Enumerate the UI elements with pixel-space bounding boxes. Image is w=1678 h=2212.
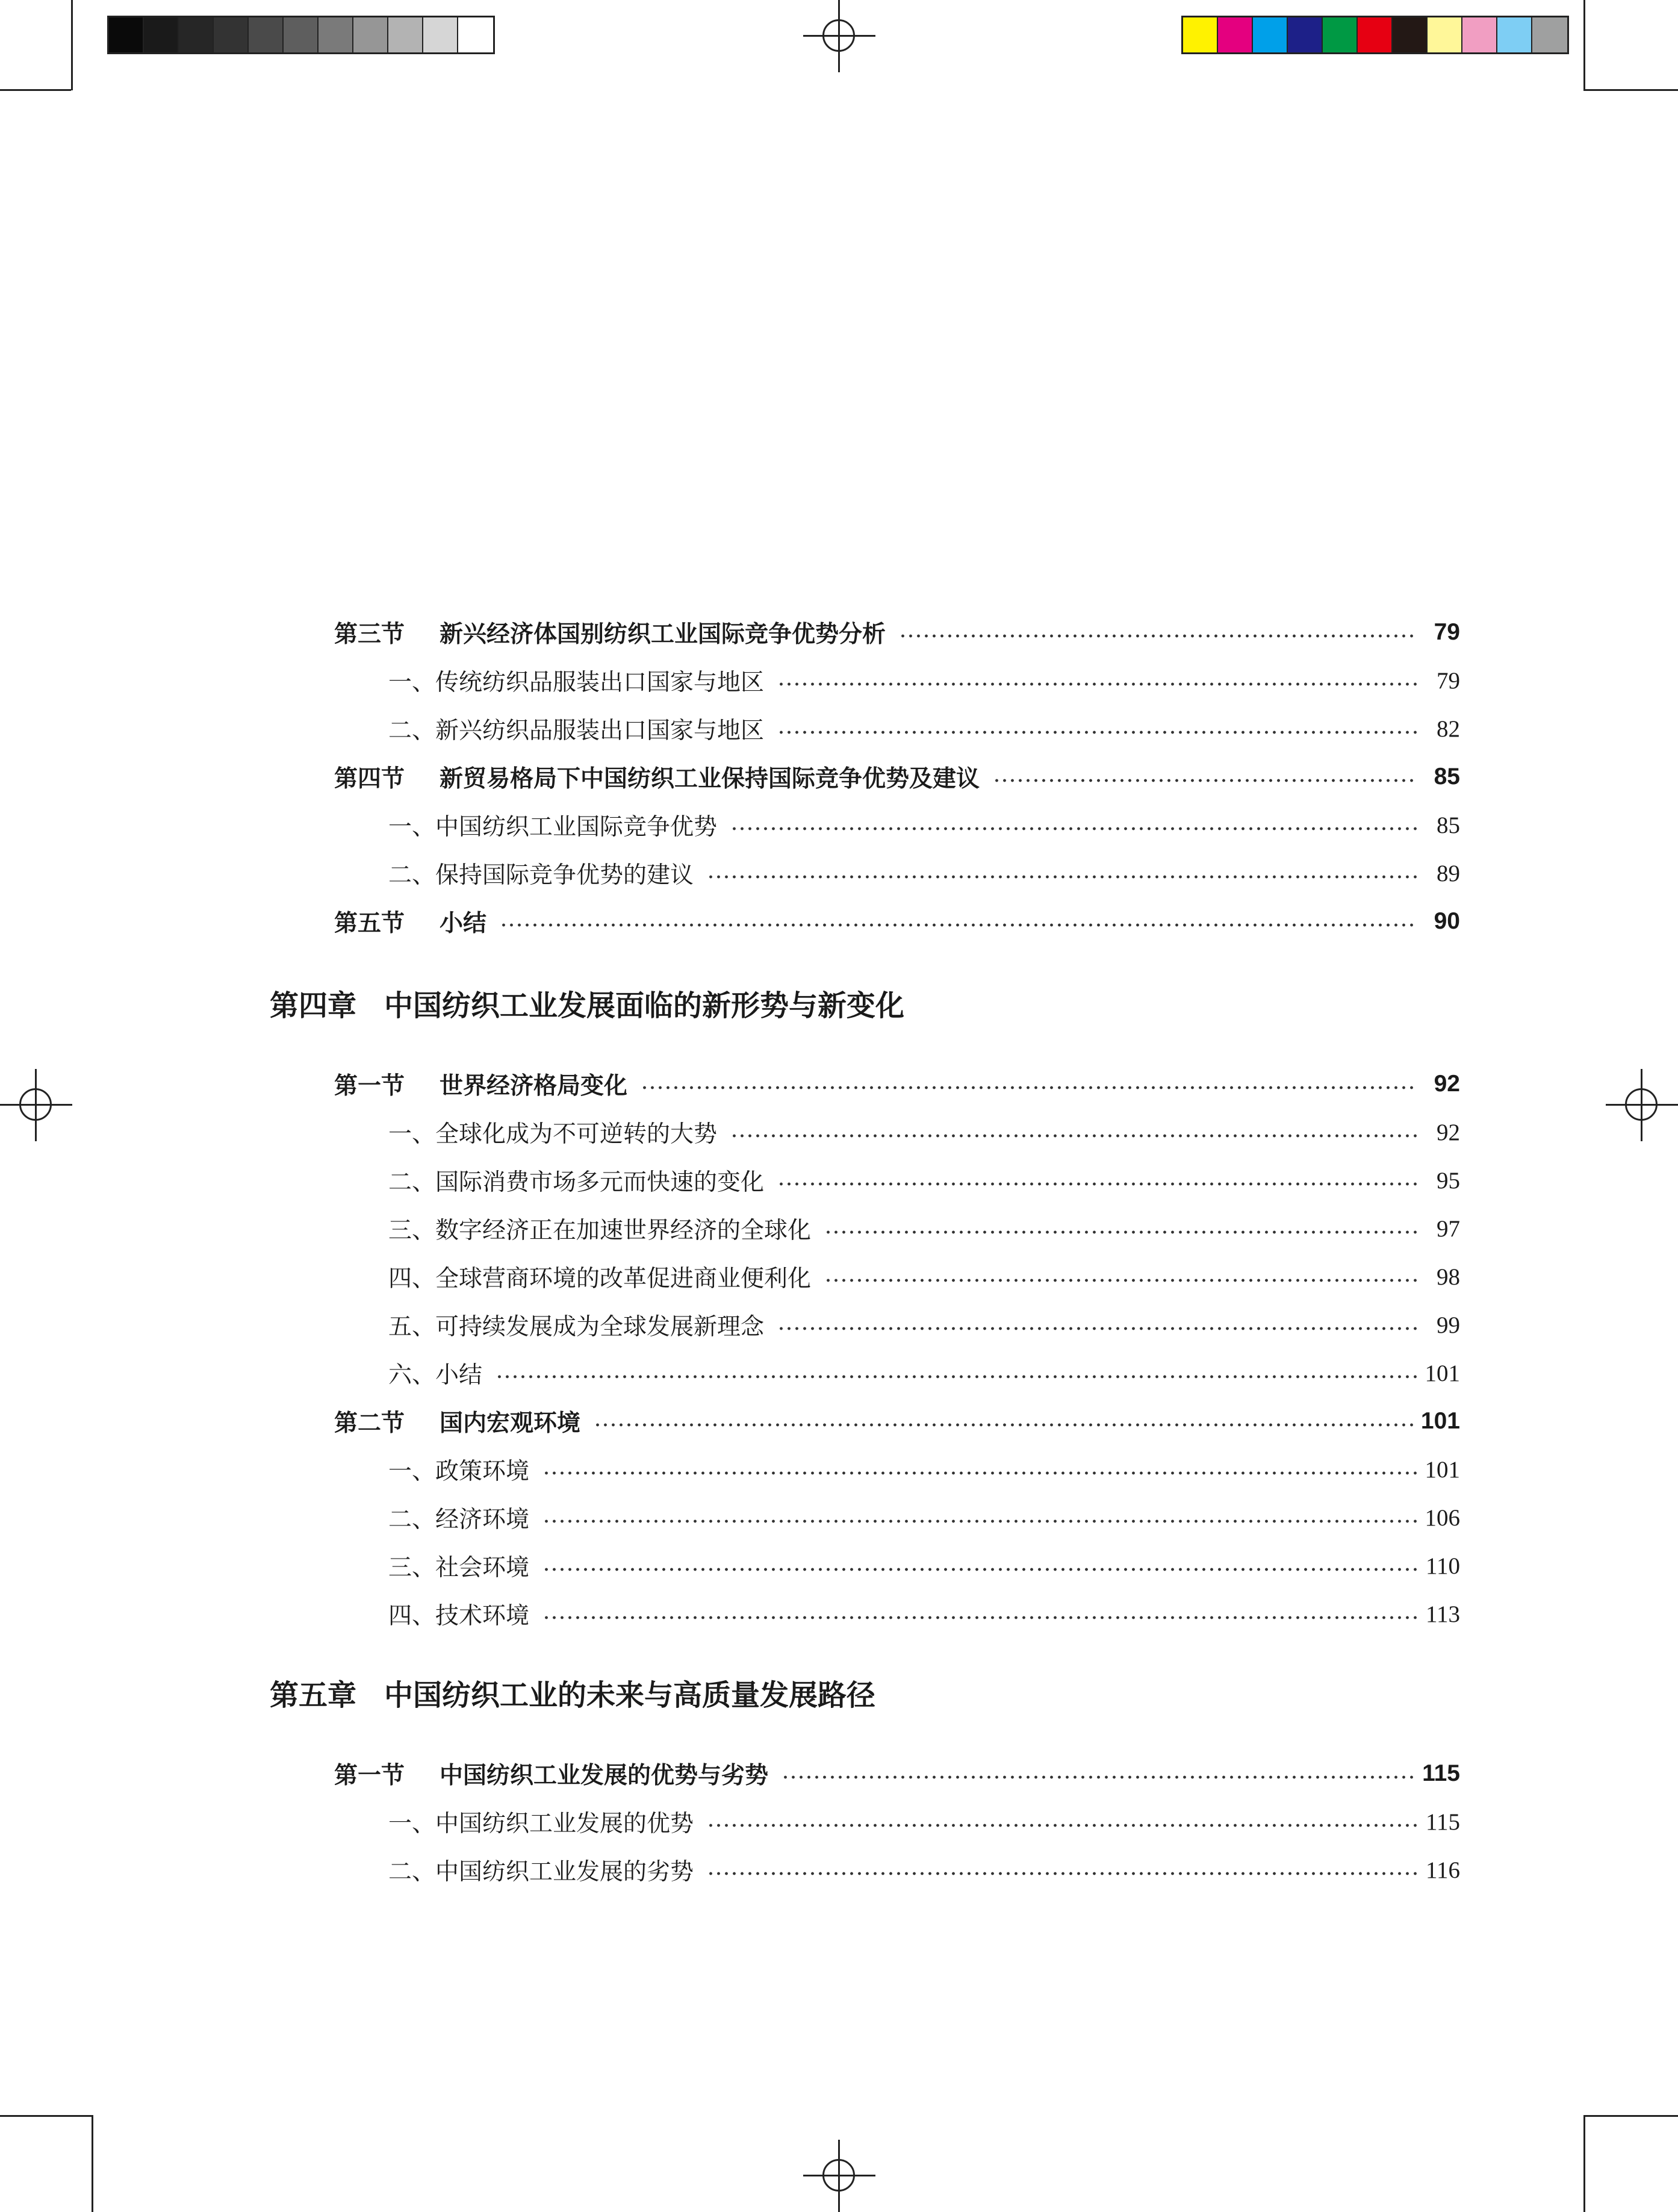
- toc-item: [388, 705, 1460, 753]
- toc-section-title: 新贸易格局下中国纺织工业保持国际竞争优势及建议: [440, 765, 980, 793]
- toc-section: [334, 1749, 1460, 1798]
- dot-leader: [542, 1616, 1417, 1619]
- toc-section-number: 第二节: [334, 1410, 405, 1437]
- toc-item: [388, 1156, 1460, 1204]
- toc-item-title: 二、保持国际竞争优势的建议: [388, 862, 694, 889]
- toc-chapter: [270, 1668, 1460, 1716]
- toc-page-number: 89: [1437, 860, 1460, 886]
- toc-section-title: 小结: [440, 910, 487, 937]
- toc-item-title: 三、社会环境: [388, 1554, 530, 1581]
- toc-page-number: 101: [1425, 1360, 1460, 1386]
- dot-leader: [641, 1086, 1417, 1089]
- toc-page-number: 110: [1425, 1553, 1460, 1579]
- dot-leader: [730, 827, 1417, 830]
- toc-item: [388, 1846, 1460, 1894]
- toc-page-number: 85: [1434, 764, 1460, 790]
- dot-leader: [707, 1824, 1417, 1827]
- toc-page-number: 92: [1437, 1119, 1460, 1145]
- toc-item-title: 四、技术环境: [388, 1603, 530, 1630]
- toc-section: [334, 1397, 1460, 1445]
- toc-page-number: 115: [1422, 1760, 1460, 1786]
- toc-item-title: 二、中国纺织工业发展的劣势: [388, 1858, 694, 1886]
- toc-page-number: 115: [1425, 1809, 1460, 1835]
- toc-item: [388, 801, 1460, 849]
- dot-leader: [542, 1519, 1417, 1523]
- toc-section: [334, 608, 1460, 656]
- toc-section-title: 世界经济格局变化: [440, 1073, 628, 1100]
- toc-item-title: 二、新兴纺织品服装出口国家与地区: [388, 717, 765, 744]
- dot-leader: [707, 1872, 1417, 1875]
- toc-chapter-number: 第五章: [270, 1678, 357, 1712]
- toc-page-number: 101: [1420, 1408, 1460, 1434]
- toc-item-title: 一、政策环境: [388, 1458, 530, 1485]
- toc-item: [388, 1494, 1460, 1542]
- dot-leader: [777, 682, 1417, 686]
- toc-chapter-title: 中国纺织工业的未来与高质量发展路径: [384, 1678, 876, 1712]
- toc-page-number: 92: [1434, 1071, 1460, 1097]
- toc-item: [388, 1542, 1460, 1590]
- toc-item-title: 四、全球营商环境的改革促进商业便利化: [388, 1265, 812, 1292]
- toc-chapter-number: 第四章: [270, 988, 357, 1023]
- toc-page-number: 98: [1437, 1263, 1460, 1290]
- toc-section-number: 第一节: [334, 1073, 405, 1100]
- dot-leader: [500, 923, 1417, 927]
- toc-page-number: 113: [1425, 1601, 1460, 1627]
- toc-page-number: 101: [1425, 1456, 1460, 1483]
- toc-page-number: 79: [1437, 667, 1460, 694]
- dot-leader: [594, 1423, 1414, 1427]
- toc-chapter: [270, 979, 1460, 1027]
- dot-leader: [824, 1230, 1417, 1234]
- dot-leader: [777, 1327, 1417, 1330]
- toc-item-title: 五、可持续发展成为全球发展新理念: [388, 1313, 765, 1341]
- toc-section-number: 第五节: [334, 910, 405, 937]
- toc-item-title: 六、小结: [388, 1362, 483, 1389]
- toc-page-number: 95: [1437, 1167, 1460, 1194]
- toc-item-title: 一、中国纺织工业国际竞争优势: [388, 814, 718, 841]
- toc-item: [388, 1204, 1460, 1253]
- toc-page-number: 97: [1437, 1215, 1460, 1242]
- toc-item: [388, 1590, 1460, 1638]
- toc-item-title: 二、国际消费市场多元而快速的变化: [388, 1169, 765, 1196]
- dot-leader: [782, 1775, 1415, 1779]
- toc-item-title: 一、全球化成为不可逆转的大势: [388, 1121, 718, 1148]
- toc-item: [388, 656, 1460, 705]
- toc-item: [388, 1445, 1460, 1494]
- dot-leader: [542, 1471, 1417, 1475]
- toc-section-number: 第四节: [334, 765, 405, 793]
- dot-leader: [542, 1568, 1417, 1571]
- toc-item: [388, 1253, 1460, 1301]
- toc-page-number: 90: [1434, 908, 1460, 934]
- toc-item-title: 一、中国纺织工业发展的优势: [388, 1810, 694, 1837]
- dot-leader: [496, 1375, 1417, 1379]
- toc-section-title: 国内宏观环境: [440, 1410, 581, 1437]
- toc-page-number: 79: [1434, 619, 1460, 645]
- toc-section: [334, 897, 1460, 946]
- toc-chapter-title: 中国纺织工业发展面临的新形势与新变化: [384, 988, 905, 1023]
- toc-page-number: 85: [1437, 812, 1460, 838]
- toc-page-number: 106: [1425, 1504, 1460, 1531]
- dot-leader: [824, 1279, 1417, 1282]
- toc-section-number: 第三节: [334, 621, 405, 648]
- toc-item-title: 二、经济环境: [388, 1506, 530, 1533]
- dot-leader: [707, 875, 1417, 879]
- toc-page-number: 82: [1437, 715, 1460, 742]
- dot-leader: [730, 1134, 1417, 1138]
- toc-page-number: 116: [1425, 1857, 1460, 1883]
- toc-section-title: 新兴经济体国别纺织工业国际竞争优势分析: [440, 621, 886, 648]
- toc-item: [388, 1108, 1460, 1156]
- toc-section: [334, 753, 1460, 801]
- toc-section-number: 第一节: [334, 1762, 405, 1789]
- dot-leader: [777, 1182, 1417, 1186]
- dot-leader: [993, 779, 1417, 782]
- toc-item-title: 三、数字经济正在加速世界经济的全球化: [388, 1217, 812, 1244]
- toc-item: [388, 1798, 1460, 1846]
- toc-page-number: 99: [1437, 1312, 1460, 1338]
- dot-leader: [899, 634, 1417, 638]
- toc-item: [388, 849, 1460, 897]
- toc-item: [388, 1349, 1460, 1397]
- toc-item-title: 一、传统纺织品服装出口国家与地区: [388, 669, 765, 696]
- toc-section: [334, 1060, 1460, 1108]
- dot-leader: [777, 731, 1417, 734]
- toc-item: [388, 1301, 1460, 1349]
- toc-section-title: 中国纺织工业发展的优势与劣势: [440, 1762, 769, 1789]
